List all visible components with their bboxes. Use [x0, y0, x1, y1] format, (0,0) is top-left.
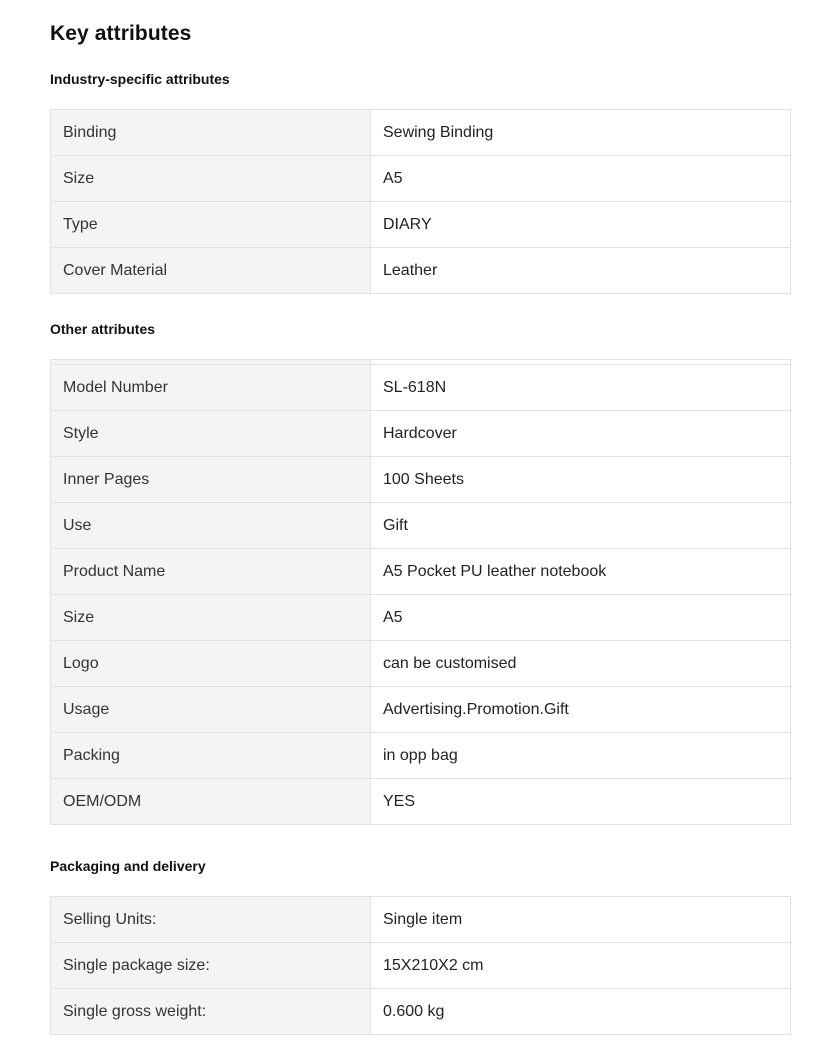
attribute-key: Size — [51, 156, 371, 202]
attribute-value: Leather — [371, 248, 791, 294]
other-attributes-table — [50, 359, 791, 825]
table-row — [51, 779, 791, 825]
section-title-industry: Industry-specific attributes — [50, 71, 230, 87]
table-row — [51, 202, 791, 248]
table-row — [51, 549, 791, 595]
table-row — [51, 457, 791, 503]
table-row — [51, 687, 791, 733]
attribute-key: Inner Pages — [51, 457, 371, 503]
attribute-key: OEM/ODM — [51, 779, 371, 825]
attribute-value: SL-618N — [371, 365, 791, 411]
attribute-value: can be customised — [371, 641, 791, 687]
table-row — [51, 365, 791, 411]
attribute-key: Selling Units: — [51, 897, 371, 943]
attribute-key: Style — [51, 411, 371, 457]
table-row — [51, 110, 791, 156]
attribute-key: Single package size: — [51, 943, 371, 989]
table-row — [51, 156, 791, 202]
page-title: Key attributes — [50, 22, 192, 45]
section-title-packaging: Packaging and delivery — [50, 858, 206, 874]
table-row — [51, 733, 791, 779]
attribute-key: Single gross weight: — [51, 989, 371, 1035]
table-row — [51, 641, 791, 687]
table-row — [51, 943, 791, 989]
table-row — [51, 411, 791, 457]
attribute-key: Cover Material — [51, 248, 371, 294]
attribute-key: Usage — [51, 687, 371, 733]
attribute-value: in opp bag — [371, 733, 791, 779]
attribute-value: A5 — [371, 156, 791, 202]
attribute-key: Model Number — [51, 365, 371, 411]
attribute-value: A5 — [371, 595, 791, 641]
attribute-value: Gift — [371, 503, 791, 549]
table-row — [51, 248, 791, 294]
packaging-delivery-table — [50, 896, 791, 1035]
table-row — [51, 595, 791, 641]
attribute-value: A5 Pocket PU leather notebook — [371, 549, 791, 595]
attribute-value: YES — [371, 779, 791, 825]
industry-attributes-table — [50, 109, 791, 294]
attribute-value: DIARY — [371, 202, 791, 248]
section-title-other: Other attributes — [50, 321, 156, 337]
table-row — [51, 897, 791, 943]
attribute-value: 100 Sheets — [371, 457, 791, 503]
table-row — [51, 989, 791, 1035]
attribute-value: 0.600 kg — [371, 989, 791, 1035]
attribute-value: Sewing Binding — [371, 110, 791, 156]
attribute-value: Advertising.Promotion.Gift — [371, 687, 791, 733]
attribute-key: Size — [51, 595, 371, 641]
attribute-key: Type — [51, 202, 371, 248]
table-row — [51, 503, 791, 549]
attribute-key: Logo — [51, 641, 371, 687]
attribute-key: Binding — [51, 110, 371, 156]
attribute-value: Hardcover — [371, 411, 791, 457]
attribute-key: Packing — [51, 733, 371, 779]
attribute-key: Use — [51, 503, 371, 549]
attribute-value: 15X210X2 cm — [371, 943, 791, 989]
attribute-key: Product Name — [51, 549, 371, 595]
attribute-value: Single item — [371, 897, 791, 943]
